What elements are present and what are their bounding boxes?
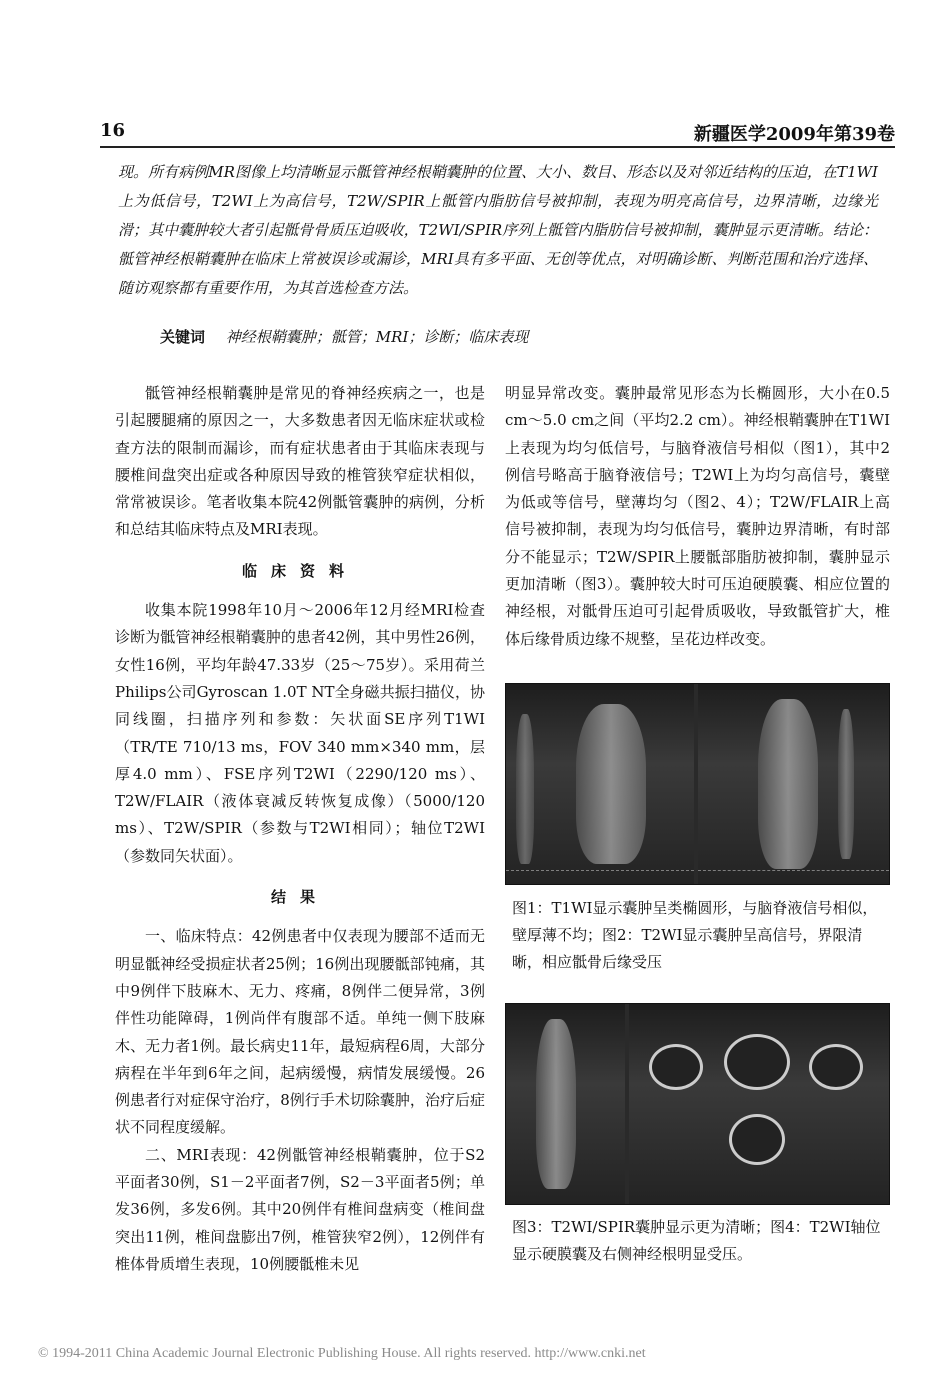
- section-title-results: 结果: [270, 888, 329, 907]
- mri-panel-t2wi: [698, 684, 890, 884]
- page-header: [100, 120, 895, 148]
- right-column: [505, 380, 890, 653]
- keywords-value: 神经根鞘囊肿；骶管；MRI；诊断；临床表现: [225, 328, 529, 346]
- mri-panel-t1wi: [506, 684, 694, 884]
- mri-panel-spir: [506, 1004, 625, 1204]
- journal-title: 新疆医学2009年第39卷: [693, 124, 895, 145]
- materials-paragraph: 收集本院1998年10月～2006年12月经MRI检查诊断为骶管神经根鞘囊肿的患者42例，其中男性26例，女性16例，平均年龄47.33岁（25～75岁）。采用荷兰Philips公司Gyroscan 1.0T NT全身磁共振扫描仪，协同线圈，扫描序列和参数：矢状面SE序列T1WI（TR/TE 710/13 ms，FOV 340 mm×340 mm，层厚4.0 mm）、FSE序列T2WI（2290/120 ms）、T2W/FLAIR（液体衰减反转恢复成像）（5000/120 ms）、T2W/SPIR（参数与T2WI相同）；轴位T2WI（参数同矢状面）。: [115, 601, 485, 865]
- results-paragraph-1: 一、临床特点：42例患者中仅表现为腰部不适而无明显骶神经受损症状者25例；16例出现腰骶部钝痛，其中9例伴下肢麻木、无力、疼痛，8例伴二便异常，3例伴性功能障碍，1例尚伴有腹部不适。单纯一侧下肢麻木、无力者1例。最长病史11年，最短病程6周，大部分病程在半年到6年之间，起病缓慢，病情发展缓慢。26例患者行对症保守治疗，8例行手术切除囊肿，治疗后症状不同程度缓解。: [115, 927, 485, 1137]
- keywords: [160, 326, 528, 347]
- abstract-text: 现。所有病例MR图像上均清晰显示骶管神经根鞘囊肿的位置、大小、数目、形态以及对邻近结构的压迫，在T1WI上为低信号，T2WI上为高信号，T2W/SPIR上骶管内脂肪信号被抑制，表现为明亮高信号，边界清晰，边缘光滑；其中囊肿较大者引起骶骨骨质压迫吸收，T2WI/SPIR序列上骶管内脂肪信号被抑制，囊肿显示更清晰。结论：骶管神经根鞘囊肿在临床上常被误诊或漏诊，MRI具有多平面、无创等优点，对明确诊断、判断范围和治疗选择、随访观察都有重要作用，为其首选检查方法。: [118, 163, 878, 297]
- figure-1-2-caption: 图1：T1WI显示囊肿呈类椭圆形，与脑脊液信号相似，壁厚薄不均；图2：T2WI显示囊肿呈高信号，界限清晰，相应骶骨后缘受压: [512, 899, 878, 971]
- intro-paragraph: 骶管神经根鞘囊肿是常见的脊神经疾病之一，也是引起腰腿痛的原因之一，大多数患者因无临床症状或检查方法的限制而漏诊，而有症状患者由于其临床表现与腰椎间盘突出症或各种原因导致的椎管狭窄症状相似，常常被误诊。笔者收集本院42例骶管囊肿的病例，分析和总结其临床特点及MRI表现。: [115, 384, 485, 539]
- mri-panel-axial: [629, 1004, 889, 1204]
- page-number: 16: [100, 120, 126, 141]
- keywords-label: 关键词: [160, 328, 206, 346]
- figure-3-4-mri: [505, 1003, 890, 1205]
- results-paragraph-2: 二、MRI表现：42例骶管神经根鞘囊肿，位于S2平面者30例，S1－2平面者7例，S2－3平面者5例；单发36例，多发6例。其中20例伴有椎间盘病变（椎间盘突出11例，椎间盘膨出7例，椎管狭窄2例），12例伴有椎体骨质增生表现，10例腰骶椎未见: [115, 1145, 485, 1273]
- mri-continued-paragraph: 明显异常改变。囊肿最常见形态为长椭圆形，大小在0.5 cm～5.0 cm之间（平均2.2 cm）。神经根鞘囊肿在T1WI上表现为均匀低信号，与脑脊液信号相似（图1），其中2例信号略高于脑脊液信号；T2WI上为均匀高信号，囊壁为低或等信号，壁薄均匀（图2、4）；T2W/FLAIR上高信号被抑制，表现为均匀低信号，囊肿边界清晰，有时部分不能显示；T2W/SPIR上腰骶部脂肪被抑制，囊肿显示更加清晰（图3）。囊肿较大时可压迫硬膜囊、相应位置的神经根，对骶骨压迫可引起骨质吸收，导致骶管扩大，椎体后缘骨质边缘不规整，呈花边样改变。: [505, 384, 890, 648]
- left-column: [115, 380, 485, 1278]
- figure-1-2-mri-sagittal: [505, 683, 890, 885]
- section-title-materials: 临床资料: [241, 561, 358, 580]
- copyright-footer: © 1994-2011 China Academic Journal Electronic Publishing House. All rights reserved. http://www.cnki.net: [38, 1346, 646, 1361]
- figure-3-4-caption: 图3：T2WI/SPIR囊肿显示更为清晰；图4：T2WI轴位显示硬膜囊及右侧神经根明显受压。: [512, 1218, 881, 1263]
